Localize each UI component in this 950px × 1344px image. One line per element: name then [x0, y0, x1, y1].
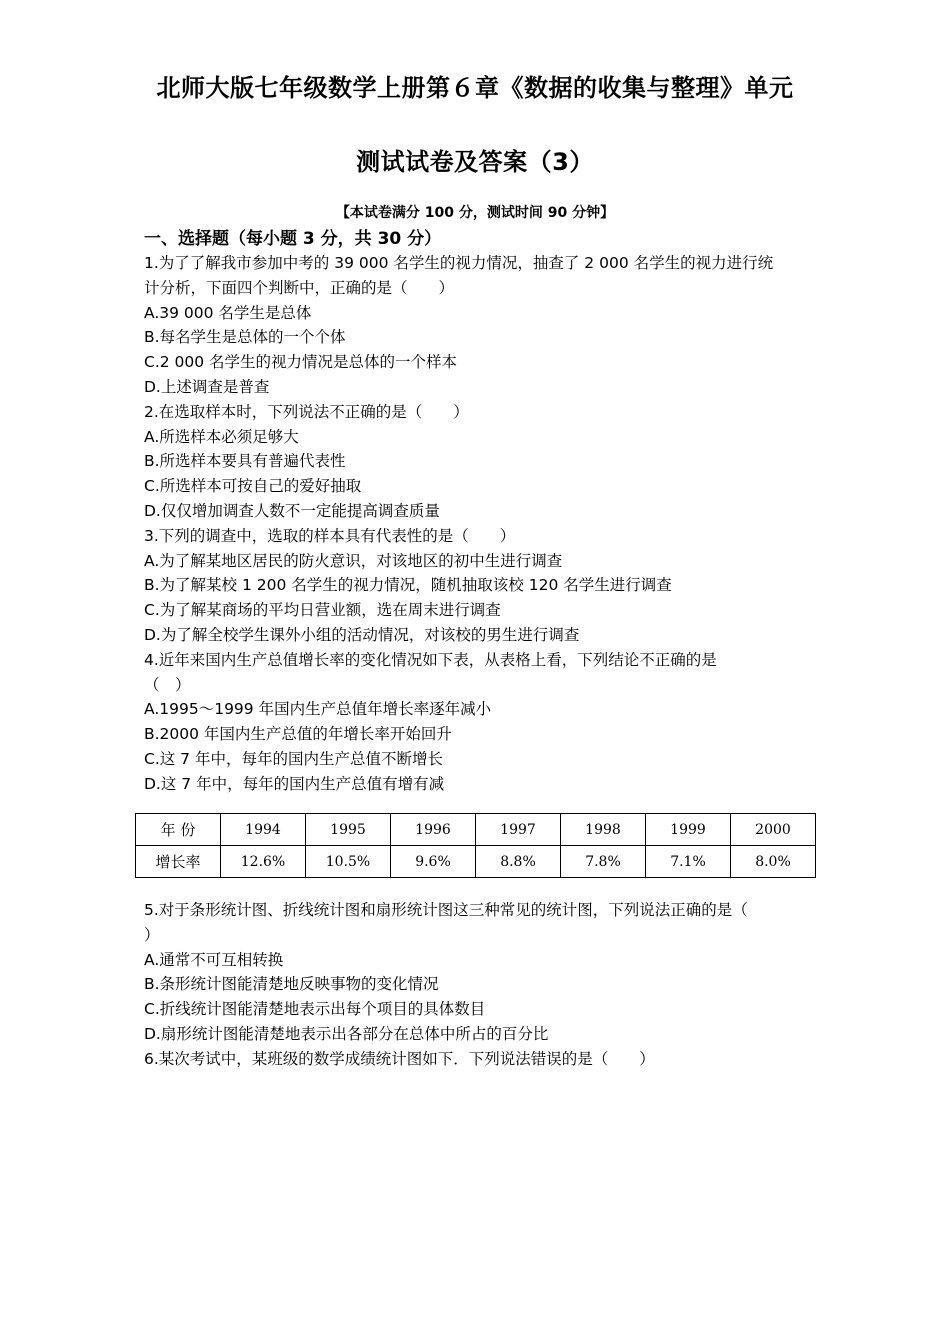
- document-title-line1: 北师大版七年级数学上册第６章《数据的收集与整理》单元: [156, 74, 794, 102]
- table-cell: 8.8%: [476, 846, 561, 878]
- gdp-growth-table: [135, 813, 816, 878]
- text-line: D.扇形统计图能清楚地表示出各部分在总体中所占的百分比: [144, 1024, 549, 1043]
- table-header-cell: 增长率: [136, 846, 221, 878]
- text-line: 1.为了了解我市参加中考的 39 000 名学生的视力情况，抽查了 2 000 名学生的视力进行统: [144, 254, 774, 272]
- text-line: A.通常不可互相转换: [144, 950, 284, 969]
- table-cell: 1997: [476, 814, 561, 846]
- text-line: D.为了解全校学生课外小组的活动情况，对该校的男生进行调查: [144, 625, 580, 644]
- text-line: C.2 000 名学生的视力情况是总体的一个样本: [144, 353, 458, 372]
- table-cell: 9.6%: [391, 846, 476, 878]
- table-row: [136, 846, 816, 878]
- table-cell: 7.1%: [646, 846, 731, 878]
- table-cell: 8.0%: [731, 846, 816, 878]
- text-line: 3.下列的调查中，选取的样本具有代表性的是（ ）: [144, 526, 516, 545]
- text-line: C.这 7 年中，每年的国内生产总值不断增长: [144, 749, 443, 768]
- table-cell: 2000: [731, 814, 816, 846]
- text-line: B.为了解某校 1 200 名学生的视力情况，随机抽取该校 120 名学生进行调查: [144, 576, 672, 595]
- table-cell: 10.5%: [306, 846, 391, 878]
- table-cell: 1999: [646, 814, 731, 846]
- table-cell: 7.8%: [561, 846, 646, 878]
- text-line: C.为了解某商场的平均日营业额，选在周末进行调查: [144, 601, 501, 620]
- table-cell: 1998: [561, 814, 646, 846]
- table-header-cell: 年 份: [136, 814, 221, 846]
- table-cell: 12.6%: [221, 846, 306, 878]
- text-line: A.为了解某地区居民的防火意识，对该地区的初中生进行调查: [144, 551, 563, 570]
- document-title-line2: 测试试卷及答案（3）: [356, 148, 594, 176]
- text-line: A.所选样本必须足够大: [144, 427, 299, 446]
- text-line: B.每名学生是总体的一个个体: [144, 328, 346, 347]
- questions-5-6: [144, 898, 816, 1072]
- questions-1-4: [144, 251, 816, 797]
- text-line: 2.在选取样本时，下列说法不正确的是（ ）: [144, 402, 469, 421]
- text-line: 6.某次考试中，某班级的数学成绩统计图如下．下列说法错误的是（ ）: [144, 1049, 655, 1068]
- text-line: （ ）: [144, 675, 191, 694]
- text-line: A.39 000 名学生是总体: [144, 303, 312, 322]
- table-cell: 1995: [306, 814, 391, 846]
- text-line: 计分析，下面四个判断中，正确的是（ ）: [144, 278, 455, 297]
- text-line: A.1995～1999 年国内生产总值年增长率逐年减小: [144, 700, 492, 719]
- text-line: B.条形统计图能清楚地反映事物的变化情况: [144, 975, 439, 994]
- exam-info: 【本试卷满分 100 分，测试时间 90 分钟】: [335, 205, 615, 221]
- text-line: B.所选样本要具有普遍代表性: [144, 452, 346, 471]
- text-line: ）: [144, 925, 160, 944]
- table-row: [136, 814, 816, 846]
- table-cell: 1996: [391, 814, 476, 846]
- text-line: B.2000 年国内生产总值的年增长率开始回升: [144, 725, 452, 744]
- text-line: D.这 7 年中，每年的国内生产总值有增有减: [144, 774, 445, 793]
- text-line: D.上述调查是普查: [144, 377, 270, 396]
- text-line: 5.对于条形统计图、折线统计图和扇形统计图这三种常见的统计图，下列说法正确的是（: [144, 901, 748, 919]
- text-line: C.折线统计图能清楚地表示出每个项目的具体数目: [144, 1000, 486, 1019]
- text-line: C.所选样本可按自己的爱好抽取: [144, 477, 362, 496]
- table-cell: 1994: [221, 814, 306, 846]
- text-line: 4.近年来国内生产总值增长率的变化情况如下表，从表格上看，下列结论不正确的是: [144, 650, 717, 669]
- text-line: D.仅仅增加调查人数不一定能提高调查质量: [144, 501, 440, 520]
- section-heading: 一、选择题（每小题 3 分，共 30 分）: [144, 229, 442, 249]
